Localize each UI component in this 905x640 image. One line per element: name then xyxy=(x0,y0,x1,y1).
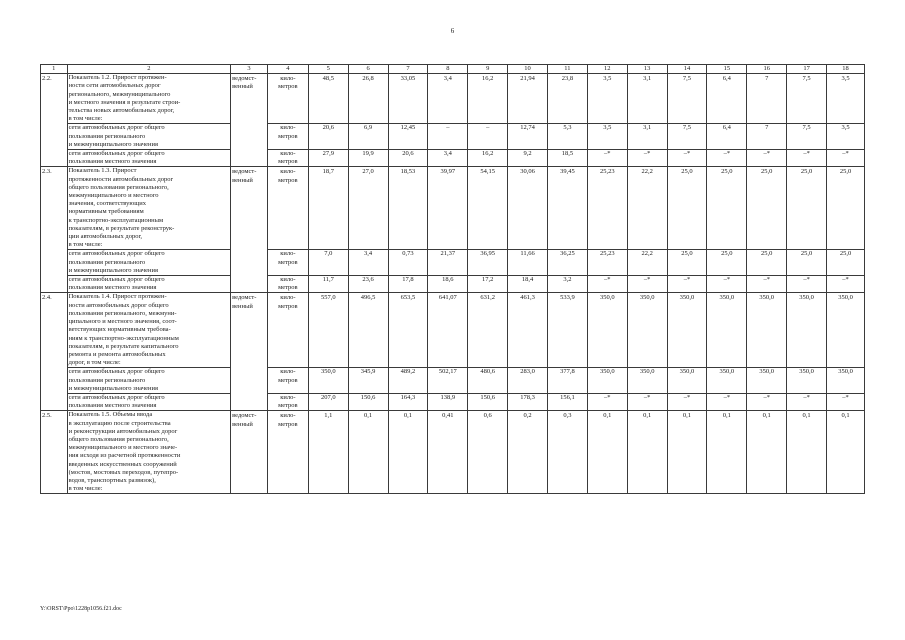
value-cell: 3,5 xyxy=(827,124,865,150)
value-cell: 480,6 xyxy=(468,368,508,394)
indicator-name: Показатель 1.3. Прирост протяженности автомобильных дорог общего пользования регионального, межмуниципального и местного значения, соответствующих нормативным требованиям к транспортно-эксплуатационным показателям, в результате реконструк- ции автомобильных дорог, в том числе: xyxy=(67,167,231,250)
header-cell: 14 xyxy=(667,65,707,74)
value-cell: 18,4 xyxy=(508,276,548,293)
value-cell: 25,0 xyxy=(827,250,865,276)
sub-indicator-name: сети автомобильных дорог общего пользования регионального и межмуниципального значения xyxy=(67,124,231,150)
header-cell: 3 xyxy=(231,65,268,74)
value-cell: 350,0 xyxy=(627,368,667,394)
unit-cell: кило- метров xyxy=(267,124,308,150)
sub-indicator-row xyxy=(41,150,865,167)
value-cell: –* xyxy=(587,276,627,293)
value-cell: 0,1 xyxy=(787,411,827,494)
sub-indicator-name: сети автомобильных дорог общего пользования местного значения xyxy=(67,393,231,410)
value-cell: –* xyxy=(667,150,707,167)
value-cell: – xyxy=(468,124,508,150)
value-cell: 25,0 xyxy=(827,167,865,250)
value-cell: 25,0 xyxy=(667,250,707,276)
value-cell: – xyxy=(428,124,468,150)
value-cell: 25,0 xyxy=(747,167,787,250)
value-cell: 0,1 xyxy=(667,411,707,494)
indicator-name: Показатель 1.4. Прирост протяжен- ности автомобильных дорог общего пользования регионального, межмуни- ципального и местного значения, соот- ветствующих нормативным требова- ниям к транспортно-эксплуатационным показателям, в результате капитального ремонта и ремонта автомобильных дорог, в том числе: xyxy=(67,293,231,368)
header-cell: 10 xyxy=(508,65,548,74)
value-cell: 18,7 xyxy=(308,167,348,250)
value-cell: 350,0 xyxy=(707,368,747,394)
unit-cell: кило- метров xyxy=(267,250,308,276)
unit-cell: кило- метров xyxy=(267,393,308,410)
value-cell: 350,0 xyxy=(667,293,707,368)
value-cell: 461,3 xyxy=(508,293,548,368)
value-cell: 0,1 xyxy=(707,411,747,494)
value-cell: 22,2 xyxy=(627,167,667,250)
row-index: 2.3. xyxy=(41,167,68,293)
value-cell: 25,0 xyxy=(667,167,707,250)
row-index: 2.5. xyxy=(41,411,68,494)
value-cell: –* xyxy=(787,276,827,293)
value-cell: 0,1 xyxy=(827,411,865,494)
indicator-row xyxy=(41,411,865,494)
value-cell: 0,41 xyxy=(428,411,468,494)
value-cell: –* xyxy=(707,393,747,410)
value-cell: 25,0 xyxy=(787,167,827,250)
value-cell: 7,5 xyxy=(787,124,827,150)
value-cell: 7,5 xyxy=(667,74,707,124)
value-cell: 25,23 xyxy=(587,167,627,250)
value-cell: 3,5 xyxy=(827,74,865,124)
value-cell: 350,0 xyxy=(787,368,827,394)
header-cell: 11 xyxy=(547,65,587,74)
value-cell: –* xyxy=(707,276,747,293)
value-cell: 350,0 xyxy=(747,368,787,394)
value-cell: 377,8 xyxy=(547,368,587,394)
indicators-table xyxy=(40,64,865,494)
value-cell: –* xyxy=(787,150,827,167)
indicator-row xyxy=(41,293,865,368)
value-cell: 25,0 xyxy=(747,250,787,276)
sub-indicator-row xyxy=(41,124,865,150)
row-index: 2.2. xyxy=(41,74,68,167)
value-cell: 631,2 xyxy=(468,293,508,368)
value-cell: –* xyxy=(747,276,787,293)
value-cell: 27,9 xyxy=(308,150,348,167)
value-cell: 23,8 xyxy=(547,74,587,124)
value-cell: 3,4 xyxy=(428,150,468,167)
value-cell: 25,0 xyxy=(787,250,827,276)
unit-cell: кило- метров xyxy=(267,368,308,394)
value-cell: 48,5 xyxy=(308,74,348,124)
value-cell: 16,2 xyxy=(468,150,508,167)
footer-file-path: Y:\ORST\Ppo\1228p1056.f21.doc xyxy=(40,606,122,612)
value-cell: 30,06 xyxy=(508,167,548,250)
header-cell: 1 xyxy=(41,65,68,74)
value-cell: 25,23 xyxy=(587,250,627,276)
header-cell: 5 xyxy=(308,65,348,74)
sub-indicator-name: сети автомобильных дорог общего пользования регионального и межмуниципального значения xyxy=(67,368,231,394)
page-number: 6 xyxy=(450,27,455,35)
indicator-name: Показатель 1.2. Прирост протяжен- ности сети автомобильных дорог регионального, межмуниципального и местного значения в результате строи- тельства новых автомобильных дорог, в том числе: xyxy=(67,74,231,124)
sub-indicator-row xyxy=(41,250,865,276)
sub-indicator-name: сети автомобильных дорог общего пользования местного значения xyxy=(67,276,231,293)
value-cell: 350,0 xyxy=(787,293,827,368)
value-cell: 17,2 xyxy=(468,276,508,293)
value-cell: 150,6 xyxy=(468,393,508,410)
value-cell: 20,6 xyxy=(388,150,428,167)
header-cell: 6 xyxy=(348,65,388,74)
header-cell: 12 xyxy=(587,65,627,74)
value-cell: 16,2 xyxy=(468,74,508,124)
value-cell: 33,05 xyxy=(388,74,428,124)
header-cell: 9 xyxy=(468,65,508,74)
value-cell: 502,17 xyxy=(428,368,468,394)
value-cell: 0,1 xyxy=(388,411,428,494)
value-cell: 18,5 xyxy=(547,150,587,167)
header-cell: 4 xyxy=(267,65,308,74)
value-cell: 36,25 xyxy=(547,250,587,276)
value-cell: –* xyxy=(747,150,787,167)
value-cell: 1,1 xyxy=(308,411,348,494)
value-cell: 7 xyxy=(747,124,787,150)
value-cell: 21,94 xyxy=(508,74,548,124)
header-cell: 18 xyxy=(827,65,865,74)
value-cell: 18,53 xyxy=(388,167,428,250)
data-source: ведомст- венный xyxy=(231,167,268,293)
value-cell: 3,1 xyxy=(627,74,667,124)
value-cell: –* xyxy=(827,150,865,167)
value-cell: –* xyxy=(707,150,747,167)
value-cell: 0,1 xyxy=(747,411,787,494)
sub-indicator-row xyxy=(41,393,865,410)
header-cell: 15 xyxy=(707,65,747,74)
value-cell: 557,0 xyxy=(308,293,348,368)
value-cell: 6,9 xyxy=(348,124,388,150)
header-row xyxy=(41,65,865,74)
indicator-name: Показатель 1.5. Объемы ввода в эксплуатацию после строительства и реконструкции автомобильных дорог общего пользования регионального, межмуниципального и местного значе- ния исходя из расчетной протяженности введенных искусственных сооружений (мостов, мостовых переходов, путепро- водов, транспортных развязок), в том числе: xyxy=(67,411,231,494)
sub-indicator-name: сети автомобильных дорог общего пользования местного значения xyxy=(67,150,231,167)
value-cell: 207,0 xyxy=(308,393,348,410)
value-cell: –* xyxy=(827,393,865,410)
value-cell: 283,0 xyxy=(508,368,548,394)
data-source: ведомст- венный xyxy=(231,74,268,167)
value-cell: 12,45 xyxy=(388,124,428,150)
value-cell: 25,0 xyxy=(707,167,747,250)
value-cell: –* xyxy=(587,393,627,410)
value-cell: 21,37 xyxy=(428,250,468,276)
header-cell: 8 xyxy=(428,65,468,74)
value-cell: –* xyxy=(667,393,707,410)
value-cell: 350,0 xyxy=(827,368,865,394)
value-cell: 5,3 xyxy=(547,124,587,150)
value-cell: 11,66 xyxy=(508,250,548,276)
value-cell: 6,4 xyxy=(707,74,747,124)
indicator-row xyxy=(41,74,865,124)
value-cell: 3,1 xyxy=(627,124,667,150)
value-cell: 489,2 xyxy=(388,368,428,394)
value-cell: 3,4 xyxy=(428,74,468,124)
header-cell: 2 xyxy=(67,65,231,74)
value-cell: 36,95 xyxy=(468,250,508,276)
value-cell: 350,0 xyxy=(747,293,787,368)
header-cell: 13 xyxy=(627,65,667,74)
value-cell: 3,5 xyxy=(587,74,627,124)
header-cell: 7 xyxy=(388,65,428,74)
header-cell: 16 xyxy=(747,65,787,74)
unit-cell: кило- метров xyxy=(267,167,308,250)
value-cell: 350,0 xyxy=(587,368,627,394)
sub-indicator-name: сети автомобильных дорог общего пользования регионального и межмуниципального значения xyxy=(67,250,231,276)
value-cell: 7,5 xyxy=(787,74,827,124)
value-cell: 350,0 xyxy=(667,368,707,394)
value-cell: 496,5 xyxy=(348,293,388,368)
value-cell: 25,0 xyxy=(707,250,747,276)
value-cell: 9,2 xyxy=(508,150,548,167)
value-cell: 0,3 xyxy=(547,411,587,494)
value-cell: 653,5 xyxy=(388,293,428,368)
value-cell: 3,5 xyxy=(587,124,627,150)
value-cell: –* xyxy=(827,276,865,293)
sub-indicator-row xyxy=(41,368,865,394)
value-cell: 0,6 xyxy=(468,411,508,494)
indicator-row xyxy=(41,167,865,250)
value-cell: 350,0 xyxy=(827,293,865,368)
unit-cell: кило- метров xyxy=(267,276,308,293)
value-cell: 39,45 xyxy=(547,167,587,250)
value-cell: 156,1 xyxy=(547,393,587,410)
value-cell: 0,1 xyxy=(627,411,667,494)
value-cell: 350,0 xyxy=(707,293,747,368)
value-cell: 350,0 xyxy=(627,293,667,368)
unit-cell: кило- метров xyxy=(267,411,308,494)
value-cell: –* xyxy=(627,393,667,410)
value-cell: 17,8 xyxy=(388,276,428,293)
value-cell: 26,8 xyxy=(348,74,388,124)
value-cell: 18,6 xyxy=(428,276,468,293)
value-cell: 22,2 xyxy=(627,250,667,276)
value-cell: 0,1 xyxy=(348,411,388,494)
value-cell: 12,74 xyxy=(508,124,548,150)
value-cell: 39,97 xyxy=(428,167,468,250)
value-cell: 150,6 xyxy=(348,393,388,410)
value-cell: –* xyxy=(627,276,667,293)
value-cell: 3,2 xyxy=(547,276,587,293)
data-source: ведомст- венный xyxy=(231,293,268,411)
value-cell: 641,07 xyxy=(428,293,468,368)
value-cell: 54,15 xyxy=(468,167,508,250)
value-cell: 6,4 xyxy=(707,124,747,150)
value-cell: 7,5 xyxy=(667,124,707,150)
value-cell: 3,4 xyxy=(348,250,388,276)
value-cell: 0,2 xyxy=(508,411,548,494)
value-cell: 350,0 xyxy=(308,368,348,394)
value-cell: 20,6 xyxy=(308,124,348,150)
value-cell: 138,9 xyxy=(428,393,468,410)
unit-cell: кило- метров xyxy=(267,150,308,167)
value-cell: 27,0 xyxy=(348,167,388,250)
unit-cell: кило- метров xyxy=(267,74,308,124)
value-cell: 178,3 xyxy=(508,393,548,410)
value-cell: 23,6 xyxy=(348,276,388,293)
value-cell: 7,0 xyxy=(308,250,348,276)
value-cell: –* xyxy=(627,150,667,167)
value-cell: –* xyxy=(667,276,707,293)
row-index: 2.4. xyxy=(41,293,68,411)
value-cell: 7 xyxy=(747,74,787,124)
data-source: ведомст- венный xyxy=(231,411,268,494)
value-cell: –* xyxy=(587,150,627,167)
value-cell: 164,3 xyxy=(388,393,428,410)
value-cell: –* xyxy=(747,393,787,410)
value-cell: –* xyxy=(787,393,827,410)
value-cell: 533,9 xyxy=(547,293,587,368)
value-cell: 350,0 xyxy=(587,293,627,368)
value-cell: 0,73 xyxy=(388,250,428,276)
header-cell: 17 xyxy=(787,65,827,74)
value-cell: 345,9 xyxy=(348,368,388,394)
value-cell: 19,9 xyxy=(348,150,388,167)
value-cell: 0,1 xyxy=(587,411,627,494)
sub-indicator-row xyxy=(41,276,865,293)
value-cell: 11,7 xyxy=(308,276,348,293)
unit-cell: кило- метров xyxy=(267,293,308,368)
